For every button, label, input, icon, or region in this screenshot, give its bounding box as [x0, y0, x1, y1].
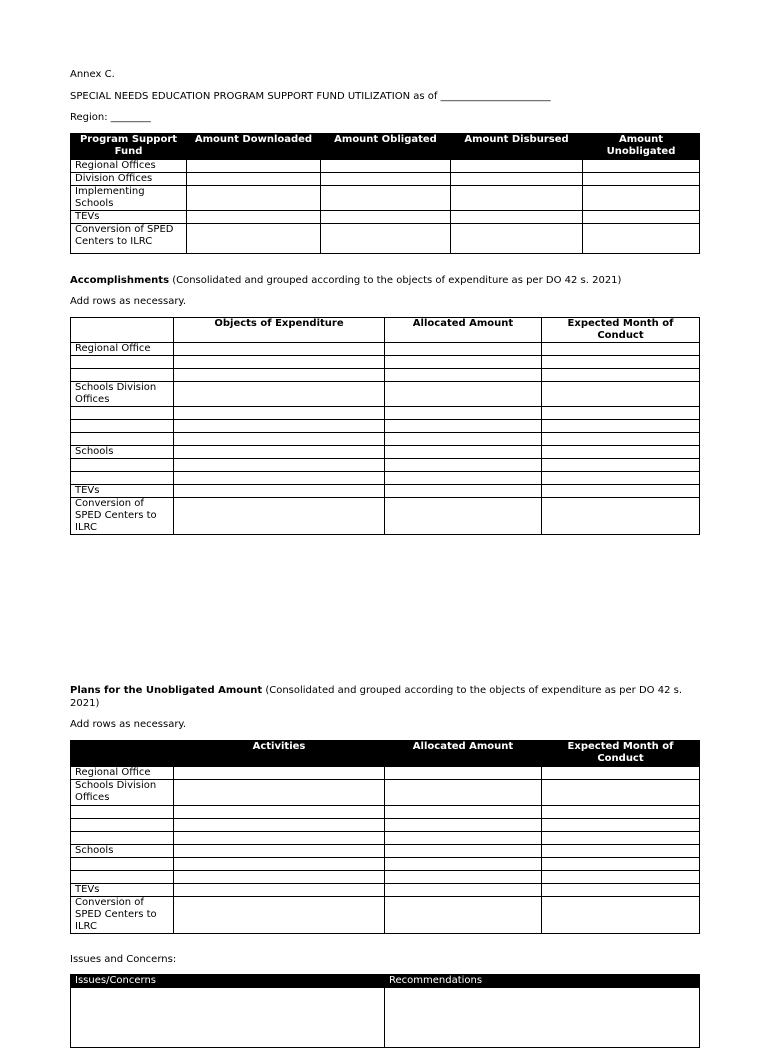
entry-cell[interactable] [385, 767, 542, 780]
table-row [71, 832, 700, 845]
entry-cell[interactable] [385, 343, 542, 356]
entry-cell[interactable] [385, 780, 542, 806]
entry-cell[interactable] [385, 819, 542, 832]
entry-cell[interactable] [174, 407, 385, 420]
issues-heading: Issues and Concerns: [70, 954, 177, 965]
entry-cell[interactable] [542, 832, 700, 845]
table-row [71, 897, 700, 934]
header-recommendations: Recommendations [385, 975, 700, 988]
entry-cell[interactable] [174, 446, 385, 459]
table-row [71, 160, 700, 173]
table-row [71, 211, 700, 224]
amount-cell[interactable] [583, 211, 700, 224]
table-row [71, 459, 700, 472]
amount-cell[interactable] [583, 160, 700, 173]
table-row [71, 420, 700, 433]
header-amount-unobligated: Amount Unobligated [583, 134, 700, 160]
entry-cell[interactable] [542, 356, 700, 369]
entry-cell[interactable] [174, 897, 385, 934]
row-label: Regional Office [71, 343, 174, 356]
amount-cell[interactable] [321, 224, 451, 254]
amount-cell[interactable] [583, 224, 700, 254]
row-label: Conversion of SPED Centers to ILRC [71, 897, 174, 934]
entry-cell[interactable] [385, 433, 542, 446]
header-expected-month: Expected Month of Conduct [542, 741, 700, 767]
entry-cell[interactable] [174, 472, 385, 485]
table-row [71, 369, 700, 382]
entry-cell[interactable] [174, 459, 385, 472]
row-label: Schools Division Offices [71, 780, 174, 806]
entry-cell[interactable] [71, 832, 174, 845]
entry-cell[interactable] [174, 369, 385, 382]
entry-cell[interactable] [174, 806, 385, 819]
row-label: Conversion of SPED Centers to ILRC [71, 224, 187, 254]
entry-cell[interactable] [385, 498, 542, 535]
header-amount-obligated: Amount Obligated [321, 134, 451, 160]
entry-cell[interactable] [385, 485, 542, 498]
header-blank [71, 318, 174, 343]
table-row [71, 382, 700, 407]
entry-cell[interactable] [174, 343, 385, 356]
entry-cell[interactable] [385, 459, 542, 472]
fund-table-header [71, 134, 700, 160]
amount-cell[interactable] [321, 173, 451, 186]
table-row [71, 446, 700, 459]
table-row [71, 343, 700, 356]
table-row [71, 767, 700, 780]
entry-cell[interactable] [385, 382, 542, 407]
plans-table [70, 740, 700, 934]
amount-cell[interactable] [187, 211, 321, 224]
entry-cell[interactable] [174, 433, 385, 446]
plans-heading [70, 684, 700, 710]
accomplishments-header [71, 318, 700, 343]
issues-header [71, 975, 700, 988]
entry-cell[interactable] [71, 369, 174, 382]
entry-cell[interactable] [542, 767, 700, 780]
amount-cell[interactable] [321, 211, 451, 224]
plans-add-rows: Add rows as necessary. [70, 719, 187, 730]
row-label: TEVs [71, 211, 187, 224]
entry-cell[interactable] [174, 767, 385, 780]
row-label: Regional Office [71, 767, 174, 780]
entry-cell[interactable] [385, 407, 542, 420]
row-label: TEVs [71, 884, 174, 897]
entry-cell[interactable] [71, 819, 174, 832]
entry-cell[interactable] [542, 871, 700, 884]
entry-cell[interactable] [71, 356, 174, 369]
entry-cell[interactable] [542, 858, 700, 871]
entry-cell[interactable] [542, 369, 700, 382]
header-activities: Activities [174, 741, 385, 767]
amount-cell[interactable] [187, 186, 321, 211]
entry-cell[interactable] [385, 858, 542, 871]
entry-cell[interactable] [174, 845, 385, 858]
row-label: Schools [71, 845, 174, 858]
entry-cell[interactable] [174, 382, 385, 407]
entry-cell[interactable] [542, 897, 700, 934]
entry-cell[interactable] [542, 407, 700, 420]
row-label: Division Offices [71, 173, 187, 186]
fund-utilization-table [70, 133, 700, 254]
entry-cell[interactable] [71, 407, 174, 420]
entry-cell[interactable] [385, 871, 542, 884]
entry-cell[interactable] [385, 356, 542, 369]
entry-cell[interactable] [542, 485, 700, 498]
amount-cell[interactable] [187, 160, 321, 173]
amount-cell[interactable] [321, 186, 451, 211]
entry-cell[interactable] [71, 472, 174, 485]
table-row [71, 845, 700, 858]
table-row [71, 498, 700, 535]
entry-cell[interactable] [71, 858, 174, 871]
table-row [71, 433, 700, 446]
entry-cell[interactable] [542, 806, 700, 819]
accomplishments-title: Accomplishments [70, 275, 170, 286]
amount-cell[interactable] [583, 186, 700, 211]
entry-cell[interactable] [542, 845, 700, 858]
plans-header [71, 741, 700, 767]
entry-cell[interactable] [385, 832, 542, 845]
entry-cell[interactable] [542, 498, 700, 535]
entry-cell[interactable] [174, 498, 385, 535]
entry-cell[interactable] [71, 420, 174, 433]
table-row [71, 988, 700, 1048]
entry-cell[interactable] [542, 343, 700, 356]
entry-cell[interactable] [542, 382, 700, 407]
accomplishments-add-rows: Add rows as necessary. [70, 296, 187, 307]
entry-cell[interactable] [71, 871, 174, 884]
entry-cell[interactable] [542, 420, 700, 433]
entry-cell[interactable] [385, 806, 542, 819]
amount-cell[interactable] [451, 173, 583, 186]
amount-cell[interactable] [451, 160, 583, 173]
entry-cell[interactable] [174, 871, 385, 884]
entry-cell[interactable] [174, 356, 385, 369]
header-objects-of-expenditure: Objects of Expenditure [174, 318, 385, 343]
amount-cell[interactable] [187, 224, 321, 254]
accomplishments-heading [70, 275, 621, 287]
accomplishments-table [70, 317, 700, 535]
entry-cell[interactable] [542, 884, 700, 897]
table-row [71, 472, 700, 485]
region-line: Region: ________ [70, 112, 151, 123]
entry-cell[interactable] [385, 420, 542, 433]
annex-label: Annex C. [70, 69, 115, 80]
amount-cell[interactable] [451, 211, 583, 224]
entry-cell[interactable] [71, 806, 174, 819]
entry-cell[interactable] [385, 884, 542, 897]
header-program-support-fund: Program Support Fund [71, 134, 187, 160]
amount-cell[interactable] [583, 173, 700, 186]
entry-cell[interactable] [174, 819, 385, 832]
entry-cell[interactable] [385, 472, 542, 485]
header-blank [71, 741, 174, 767]
row-label: Conversion of SPED Centers to ILRC [71, 498, 174, 535]
table-row [71, 806, 700, 819]
table-row [71, 186, 700, 211]
header-issues-concerns: Issues/Concerns [71, 975, 385, 988]
table-row [71, 884, 700, 897]
entry-cell[interactable] [542, 459, 700, 472]
amount-cell[interactable] [451, 224, 583, 254]
entry-cell[interactable] [542, 472, 700, 485]
row-label: TEVs [71, 485, 174, 498]
header-amount-disbursed: Amount Disbursed [451, 134, 583, 160]
entry-cell[interactable] [174, 858, 385, 871]
entry-cell[interactable] [174, 884, 385, 897]
recommendations-entry-cell[interactable] [385, 988, 700, 1048]
row-label: Implementing Schools [71, 186, 187, 211]
table-row [71, 173, 700, 186]
entry-cell[interactable] [174, 485, 385, 498]
table-row [71, 224, 700, 254]
entry-cell[interactable] [385, 446, 542, 459]
header-expected-month: Expected Month of Conduct [542, 318, 700, 343]
row-label: Schools [71, 446, 174, 459]
entry-cell[interactable] [71, 459, 174, 472]
table-row [71, 485, 700, 498]
header-allocated-amount: Allocated Amount [385, 741, 542, 767]
table-row [71, 356, 700, 369]
table-row [71, 819, 700, 832]
table-row [71, 780, 700, 806]
issues-table [70, 974, 700, 1048]
table-row [71, 858, 700, 871]
table-row [71, 871, 700, 884]
table-row [71, 407, 700, 420]
amount-cell[interactable] [451, 186, 583, 211]
entry-cell[interactable] [71, 433, 174, 446]
amount-cell[interactable] [321, 160, 451, 173]
document-title: SPECIAL NEEDS EDUCATION PROGRAM SUPPORT FUND UTILIZATION as of ______________________ [70, 91, 551, 102]
entry-cell[interactable] [542, 446, 700, 459]
header-amount-downloaded: Amount Downloaded [187, 134, 321, 160]
amount-cell[interactable] [187, 173, 321, 186]
issues-entry-cell[interactable] [71, 988, 385, 1048]
entry-cell[interactable] [174, 780, 385, 806]
header-allocated-amount: Allocated Amount [385, 318, 542, 343]
row-label: Schools Division Offices [71, 382, 174, 407]
row-label: Regional Offices [71, 160, 187, 173]
accomplishments-note: (Consolidated and grouped according to the objects of expenditure as per DO 42 s. 2021) [169, 275, 622, 286]
entry-cell[interactable] [385, 897, 542, 934]
entry-cell[interactable] [542, 819, 700, 832]
plans-note: (Consolidated and grouped according to the objects of expenditure as per DO 42 s. 2021) [70, 685, 683, 709]
entry-cell[interactable] [385, 369, 542, 382]
entry-cell[interactable] [542, 433, 700, 446]
entry-cell[interactable] [385, 845, 542, 858]
entry-cell[interactable] [174, 832, 385, 845]
plans-title: Plans for the Unobligated Amount [70, 685, 263, 696]
entry-cell[interactable] [542, 780, 700, 806]
entry-cell[interactable] [174, 420, 385, 433]
